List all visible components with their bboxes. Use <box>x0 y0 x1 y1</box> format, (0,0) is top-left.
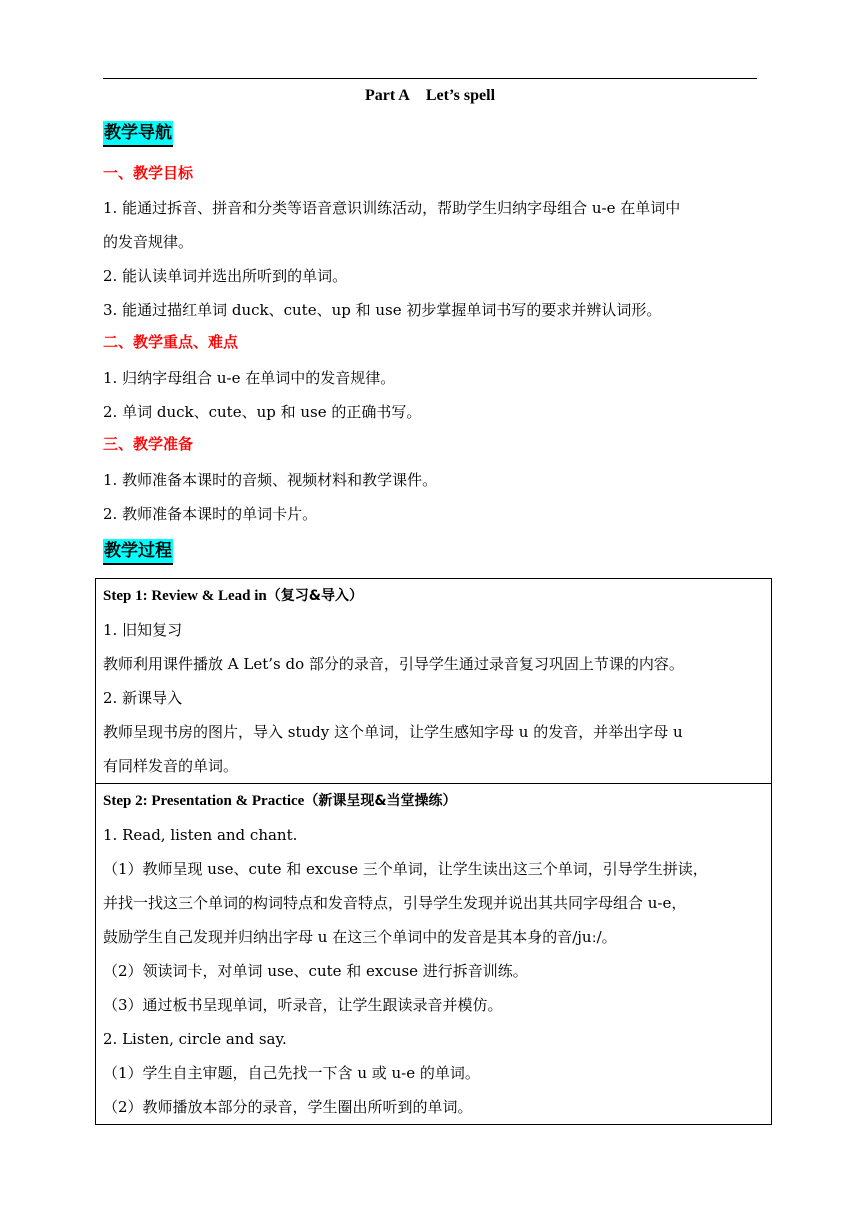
goal-line: 的发音规律。 <box>103 233 194 251</box>
focus-line: 1. 归纳字母组合 u-e 在单词中的发音规律。 <box>103 369 396 387</box>
prep-line: 1. 教师准备本课时的音频、视频材料和教学课件。 <box>103 471 438 489</box>
prep-line: 2. 教师准备本课时的单词卡片。 <box>103 505 318 523</box>
goal-line: 2. 能认读单词并选出所听到的单词。 <box>103 267 348 285</box>
step-line: 1. 旧知复习 <box>103 621 183 639</box>
goal-line: 3. 能通过描红单词 duck、cute、up 和 use 初步掌握单词书写的要求并辨认词形。 <box>103 301 662 319</box>
step-line: 鼓励学生自己发现并归纳出字母 u 在这三个单词中的发音是其本身的音/juː/。 <box>103 928 617 946</box>
goal-line: 1. 能通过拆音、拼音和分类等语音意识训练活动，帮助学生归纳字母组合 u-e 在单词中 <box>103 199 681 217</box>
step-line: （2）领读词卡，对单词 use、cute 和 excuse 进行拆音训练。 <box>103 962 528 980</box>
focus-line: 2. 单词 duck、cute、up 和 use 的正确书写。 <box>103 403 422 421</box>
step-line: （3）通过板书呈现单词，听录音，让学生跟读录音并模仿。 <box>103 996 503 1014</box>
goals-heading: 一、教学目标 <box>103 164 194 182</box>
page-title: Part A Let’s spell <box>364 87 496 104</box>
step-line: 2. 新课导入 <box>103 689 183 707</box>
step-2-title: Step 2: Presentation & Practice （新课呈现&当堂操练） <box>103 793 457 809</box>
step-line: 教师利用课件播放 A Let’s do 部分的录音，引导学生通过录音复习巩固上节课的内容。 <box>103 655 684 673</box>
prep-heading: 三、教学准备 <box>103 435 194 453</box>
step-line: （2）教师播放本部分的录音，学生圈出所听到的单词。 <box>103 1098 473 1116</box>
step-2-row <box>96 784 772 1125</box>
header-rule <box>103 78 757 79</box>
step-2-cell <box>96 784 772 1125</box>
section-heading-nav: 教学导航 <box>103 122 173 144</box>
step-1-title: Step 1: Review & Lead in （复习&导入） <box>103 588 363 604</box>
focus-heading: 二、教学重点、难点 <box>103 333 239 351</box>
step-1-row <box>96 579 772 784</box>
step-line: （1）教师呈现 use、cute 和 excuse 三个单词，让学生读出这三个单词，引导学生拼读， <box>103 860 708 878</box>
steps-table <box>95 578 772 1125</box>
step-line: （1）学生自主审题，自己先找一下含 u 或 u-e 的单词。 <box>103 1064 480 1082</box>
section-heading-process: 教学过程 <box>103 540 173 562</box>
step-line: 教师呈现书房的图片，导入 study 这个单词，让学生感知字母 u 的发音，并举出字母 u <box>103 723 683 741</box>
step-line: 2. Listen, circle and say. <box>103 1030 287 1048</box>
step-line: 1. Read, listen and chant. <box>103 826 298 844</box>
step-line: 有同样发音的单词。 <box>103 757 239 775</box>
step-line: 并找一找这三个单词的构词特点和发音特点，引导学生发现并说出其共同字母组合 u-e， <box>103 894 687 912</box>
step-1-cell <box>96 579 772 784</box>
